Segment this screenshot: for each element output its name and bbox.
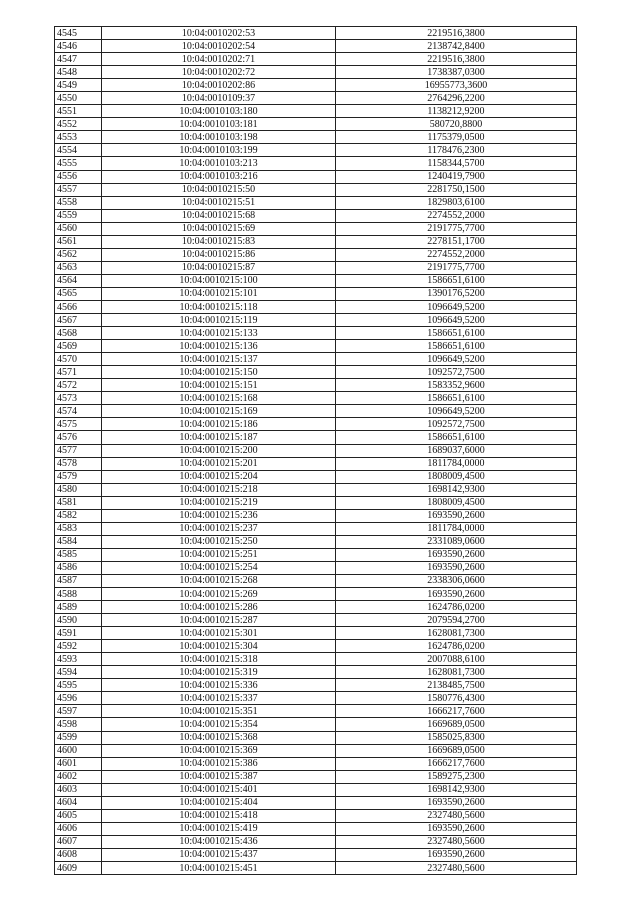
cadastral-value-cell: 1096649,5200 [336,405,577,418]
row-number-cell: 4607 [55,835,102,848]
table-row [55,574,577,587]
table-row [55,379,577,392]
cadastral-number-cell: 10:04:0010215:337 [102,692,336,705]
row-number-cell: 4551 [55,105,102,118]
cadastral-value-cell: 2138485,7500 [336,679,577,692]
cadastral-value-cell: 1096649,5200 [336,314,577,327]
cadastral-number-cell: 10:04:0010215:351 [102,705,336,718]
cadastral-value-cell: 2219516,3800 [336,53,577,66]
table-row [55,679,577,692]
cadastral-value-cell: 1811784,0000 [336,522,577,535]
table-row [55,548,577,561]
cadastral-number-cell: 10:04:0010215:319 [102,666,336,679]
row-number-cell: 4579 [55,470,102,483]
row-number-cell: 4570 [55,353,102,366]
table-row [55,796,577,809]
cadastral-value-cell: 1586651,6100 [336,392,577,405]
row-number-cell: 4564 [55,274,102,287]
table-row [55,274,577,287]
table-row [55,783,577,796]
cadastral-number-cell: 10:04:0010109:37 [102,92,336,105]
cadastral-value-cell: 1693590,2600 [336,561,577,574]
cadastral-value-cell: 1698142,9300 [336,483,577,496]
table-row [55,105,577,118]
cadastral-value-cell: 1624786,0200 [336,601,577,614]
row-number-cell: 4608 [55,848,102,861]
row-number-cell: 4552 [55,118,102,131]
cadastral-value-cell: 1628081,7300 [336,666,577,679]
cadastral-number-cell: 10:04:0010215:254 [102,561,336,574]
cadastral-value-cell: 1666217,7600 [336,757,577,770]
cadastral-number-cell: 10:04:0010215:150 [102,366,336,379]
table-row [55,287,577,300]
row-number-cell: 4599 [55,731,102,744]
row-number-cell: 4581 [55,496,102,509]
row-number-cell: 4592 [55,640,102,653]
table-row [55,848,577,861]
row-number-cell: 4587 [55,574,102,587]
row-number-cell: 4609 [55,862,102,875]
cadastral-value-cell: 1158344,5700 [336,157,577,170]
cadastral-value-cell: 1624786,0200 [336,640,577,653]
cadastral-number-cell: 10:04:0010215:83 [102,235,336,248]
cadastral-value-cell: 1092572,7500 [336,418,577,431]
cadastral-number-cell: 10:04:0010215:169 [102,405,336,418]
row-number-cell: 4578 [55,457,102,470]
cadastral-number-cell: 10:04:0010215:119 [102,314,336,327]
table-row [55,431,577,444]
table-row [55,366,577,379]
row-number-cell: 4550 [55,92,102,105]
row-number-cell: 4559 [55,209,102,222]
cadastral-number-cell: 10:04:0010202:71 [102,53,336,66]
cadastral-number-cell: 10:04:0010215:204 [102,470,336,483]
table-row [55,314,577,327]
cadastral-value-cell: 2764296,2200 [336,92,577,105]
row-number-cell: 4584 [55,535,102,548]
table-row [55,588,577,601]
row-number-cell: 4566 [55,300,102,313]
cadastral-value-cell: 1693590,2600 [336,848,577,861]
row-number-cell: 4596 [55,692,102,705]
cadastral-number-cell: 10:04:0010215:50 [102,183,336,196]
cadastral-number-cell: 10:04:0010215:100 [102,274,336,287]
row-number-cell: 4600 [55,744,102,757]
cadastral-number-cell: 10:04:0010215:250 [102,535,336,548]
cadastral-number-cell: 10:04:0010202:54 [102,40,336,53]
cadastral-number-cell: 10:04:0010215:187 [102,431,336,444]
row-number-cell: 4554 [55,144,102,157]
cadastral-number-cell: 10:04:0010202:86 [102,79,336,92]
cadastral-number-cell: 10:04:0010103:216 [102,170,336,183]
table-row [55,835,577,848]
row-number-cell: 4553 [55,131,102,144]
table-row [55,692,577,705]
cadastral-value-table [54,26,577,875]
row-number-cell: 4586 [55,561,102,574]
cadastral-value-cell: 2331089,0600 [336,535,577,548]
table-row [55,509,577,522]
cadastral-value-cell: 1669689,0500 [336,718,577,731]
row-number-cell: 4598 [55,718,102,731]
cadastral-value-cell: 1698142,9300 [336,783,577,796]
row-number-cell: 4582 [55,509,102,522]
cadastral-number-cell: 10:04:0010215:68 [102,209,336,222]
row-number-cell: 4605 [55,809,102,822]
table-row [55,718,577,731]
table-row [55,248,577,261]
cadastral-number-cell: 10:04:0010215:436 [102,835,336,848]
cadastral-value-cell: 1811784,0000 [336,457,577,470]
cadastral-value-cell: 2079594,2700 [336,614,577,627]
cadastral-number-cell: 10:04:0010215:269 [102,588,336,601]
cadastral-value-cell: 2219516,3800 [336,27,577,40]
row-number-cell: 4591 [55,627,102,640]
cadastral-number-cell: 10:04:0010215:287 [102,614,336,627]
row-number-cell: 4549 [55,79,102,92]
cadastral-value-cell: 16955773,3600 [336,79,577,92]
table-row [55,418,577,431]
cadastral-number-cell: 10:04:0010215:168 [102,392,336,405]
table-row [55,79,577,92]
row-number-cell: 4562 [55,248,102,261]
cadastral-number-cell: 10:04:0010215:404 [102,796,336,809]
cadastral-number-cell: 10:04:0010215:418 [102,809,336,822]
row-number-cell: 4545 [55,27,102,40]
cadastral-number-cell: 10:04:0010215:86 [102,248,336,261]
row-number-cell: 4547 [55,53,102,66]
cadastral-number-cell: 10:04:0010215:336 [102,679,336,692]
cadastral-value-cell: 1589275,2300 [336,770,577,783]
table-row [55,522,577,535]
table-row [55,144,577,157]
row-number-cell: 4595 [55,679,102,692]
table-row [55,353,577,366]
cadastral-value-cell: 1240419,7900 [336,170,577,183]
row-number-cell: 4585 [55,548,102,561]
cadastral-value-cell: 1693590,2600 [336,548,577,561]
cadastral-value-cell: 1693590,2600 [336,588,577,601]
row-number-cell: 4569 [55,340,102,353]
cadastral-number-cell: 10:04:0010202:72 [102,66,336,79]
table-row [55,757,577,770]
cadastral-value-cell: 1666217,7600 [336,705,577,718]
table-row [55,118,577,131]
cadastral-number-cell: 10:04:0010215:301 [102,627,336,640]
table-row [55,770,577,783]
table-row [55,470,577,483]
cadastral-number-cell: 10:04:0010215:304 [102,640,336,653]
cadastral-number-cell: 10:04:0010215:133 [102,327,336,340]
cadastral-number-cell: 10:04:0010215:137 [102,353,336,366]
cadastral-number-cell: 10:04:0010103:199 [102,144,336,157]
row-number-cell: 4594 [55,666,102,679]
cadastral-value-cell: 1808009,4500 [336,496,577,509]
cadastral-value-cell: 1390176,5200 [336,287,577,300]
cadastral-number-cell: 10:04:0010215:401 [102,783,336,796]
row-number-cell: 4589 [55,601,102,614]
row-number-cell: 4573 [55,392,102,405]
cadastral-number-cell: 10:04:0010215:201 [102,457,336,470]
table-row [55,457,577,470]
cadastral-number-cell: 10:04:0010215:369 [102,744,336,757]
table-row [55,170,577,183]
cadastral-value-cell: 2191775,7700 [336,222,577,235]
table-row [55,822,577,835]
cadastral-number-cell: 10:04:0010215:251 [102,548,336,561]
row-number-cell: 4561 [55,235,102,248]
row-number-cell: 4558 [55,196,102,209]
cadastral-value-cell: 1689037,6000 [336,444,577,457]
cadastral-number-cell: 10:04:0010103:180 [102,105,336,118]
cadastral-value-cell: 1096649,5200 [336,353,577,366]
row-number-cell: 4568 [55,327,102,340]
cadastral-number-cell: 10:04:0010215:387 [102,770,336,783]
cadastral-number-cell: 10:04:0010215:69 [102,222,336,235]
cadastral-number-cell: 10:04:0010215:268 [102,574,336,587]
cadastral-number-cell: 10:04:0010215:200 [102,444,336,457]
cadastral-value-cell: 2327480,5600 [336,862,577,875]
cadastral-value-cell: 1693590,2600 [336,822,577,835]
table-row [55,627,577,640]
table-row [55,66,577,79]
cadastral-value-cell: 1583352,9600 [336,379,577,392]
cadastral-value-cell: 1808009,4500 [336,470,577,483]
cadastral-value-cell: 1092572,7500 [336,366,577,379]
table-row [55,392,577,405]
cadastral-value-cell: 2327480,5600 [336,835,577,848]
cadastral-number-cell: 10:04:0010215:386 [102,757,336,770]
cadastral-value-cell: 1178476,2300 [336,144,577,157]
table-row [55,222,577,235]
cadastral-value-cell: 1586651,6100 [336,340,577,353]
table-row [55,444,577,457]
cadastral-number-cell: 10:04:0010215:354 [102,718,336,731]
cadastral-number-cell: 10:04:0010215:136 [102,340,336,353]
cadastral-number-cell: 10:04:0010215:419 [102,822,336,835]
cadastral-value-cell: 2138742,8400 [336,40,577,53]
cadastral-value-cell: 1096649,5200 [336,300,577,313]
row-number-cell: 4574 [55,405,102,418]
cadastral-number-cell: 10:04:0010215:218 [102,483,336,496]
table-row [55,561,577,574]
table-row [55,235,577,248]
table-row [55,27,577,40]
cadastral-value-cell: 2338306,0600 [336,574,577,587]
table-row [55,705,577,718]
row-number-cell: 4567 [55,314,102,327]
table-row [55,653,577,666]
cadastral-number-cell: 10:04:0010215:368 [102,731,336,744]
cadastral-number-cell: 10:04:0010215:451 [102,862,336,875]
cadastral-value-cell: 1175379,0500 [336,131,577,144]
row-number-cell: 4604 [55,796,102,809]
table-row [55,157,577,170]
table-row [55,261,577,274]
row-number-cell: 4588 [55,588,102,601]
row-number-cell: 4606 [55,822,102,835]
table-row [55,483,577,496]
table-row [55,862,577,875]
table-row [55,40,577,53]
cadastral-number-cell: 10:04:0010215:237 [102,522,336,535]
cadastral-number-cell: 10:04:0010215:318 [102,653,336,666]
cadastral-number-cell: 10:04:0010215:286 [102,601,336,614]
cadastral-value-cell: 2274552,2000 [336,248,577,261]
cadastral-value-cell: 1738387,0300 [336,66,577,79]
cadastral-number-cell: 10:04:0010215:101 [102,287,336,300]
row-number-cell: 4580 [55,483,102,496]
table-row [55,666,577,679]
table-row [55,131,577,144]
cadastral-value-cell: 1693590,2600 [336,796,577,809]
row-number-cell: 4603 [55,783,102,796]
row-number-cell: 4563 [55,261,102,274]
cadastral-number-cell: 10:04:0010215:219 [102,496,336,509]
table-row [55,327,577,340]
row-number-cell: 4560 [55,222,102,235]
cadastral-value-cell: 1693590,2600 [336,509,577,522]
row-number-cell: 4575 [55,418,102,431]
table-row [55,340,577,353]
table-body [55,27,577,875]
row-number-cell: 4572 [55,379,102,392]
cadastral-number-cell: 10:04:0010103:198 [102,131,336,144]
cadastral-value-cell: 1586651,6100 [336,431,577,444]
row-number-cell: 4557 [55,183,102,196]
row-number-cell: 4601 [55,757,102,770]
cadastral-value-cell: 1585025,8300 [336,731,577,744]
row-number-cell: 4576 [55,431,102,444]
table-row [55,601,577,614]
row-number-cell: 4590 [55,614,102,627]
cadastral-number-cell: 10:04:0010215:118 [102,300,336,313]
cadastral-value-cell: 2281750,1500 [336,183,577,196]
table-row [55,744,577,757]
cadastral-value-cell: 2278151,1700 [336,235,577,248]
cadastral-value-cell: 2007088,6100 [336,653,577,666]
table-row [55,405,577,418]
row-number-cell: 4548 [55,66,102,79]
cadastral-value-cell: 1669689,0500 [336,744,577,757]
cadastral-value-cell: 1580776,4300 [336,692,577,705]
cadastral-value-cell: 1586651,6100 [336,274,577,287]
cadastral-number-cell: 10:04:0010215:151 [102,379,336,392]
cadastral-value-cell: 1829803,6100 [336,196,577,209]
cadastral-value-cell: 1138212,9200 [336,105,577,118]
row-number-cell: 4556 [55,170,102,183]
table-row [55,535,577,548]
table-row [55,183,577,196]
cadastral-value-cell: 580720,8800 [336,118,577,131]
row-number-cell: 4602 [55,770,102,783]
table-row [55,731,577,744]
table-row [55,209,577,222]
table-row [55,640,577,653]
table-row [55,92,577,105]
cadastral-number-cell: 10:04:0010215:87 [102,261,336,274]
cadastral-value-cell: 2327480,5600 [336,809,577,822]
row-number-cell: 4565 [55,287,102,300]
cadastral-value-cell: 1628081,7300 [336,627,577,640]
table-row [55,614,577,627]
table-row [55,496,577,509]
cadastral-number-cell: 10:04:0010215:51 [102,196,336,209]
table-row [55,196,577,209]
row-number-cell: 4546 [55,40,102,53]
cadastral-number-cell: 10:04:0010215:236 [102,509,336,522]
cadastral-number-cell: 10:04:0010215:437 [102,848,336,861]
table-row [55,300,577,313]
cadastral-value-cell: 2274552,2000 [336,209,577,222]
cadastral-number-cell: 10:04:0010103:213 [102,157,336,170]
row-number-cell: 4593 [55,653,102,666]
row-number-cell: 4583 [55,522,102,535]
row-number-cell: 4577 [55,444,102,457]
cadastral-number-cell: 10:04:0010215:186 [102,418,336,431]
cadastral-number-cell: 10:04:0010202:53 [102,27,336,40]
document-page [54,26,577,875]
table-row [55,53,577,66]
row-number-cell: 4597 [55,705,102,718]
cadastral-number-cell: 10:04:0010103:181 [102,118,336,131]
row-number-cell: 4571 [55,366,102,379]
cadastral-value-cell: 2191775,7700 [336,261,577,274]
table-row [55,809,577,822]
cadastral-value-cell: 1586651,6100 [336,327,577,340]
row-number-cell: 4555 [55,157,102,170]
